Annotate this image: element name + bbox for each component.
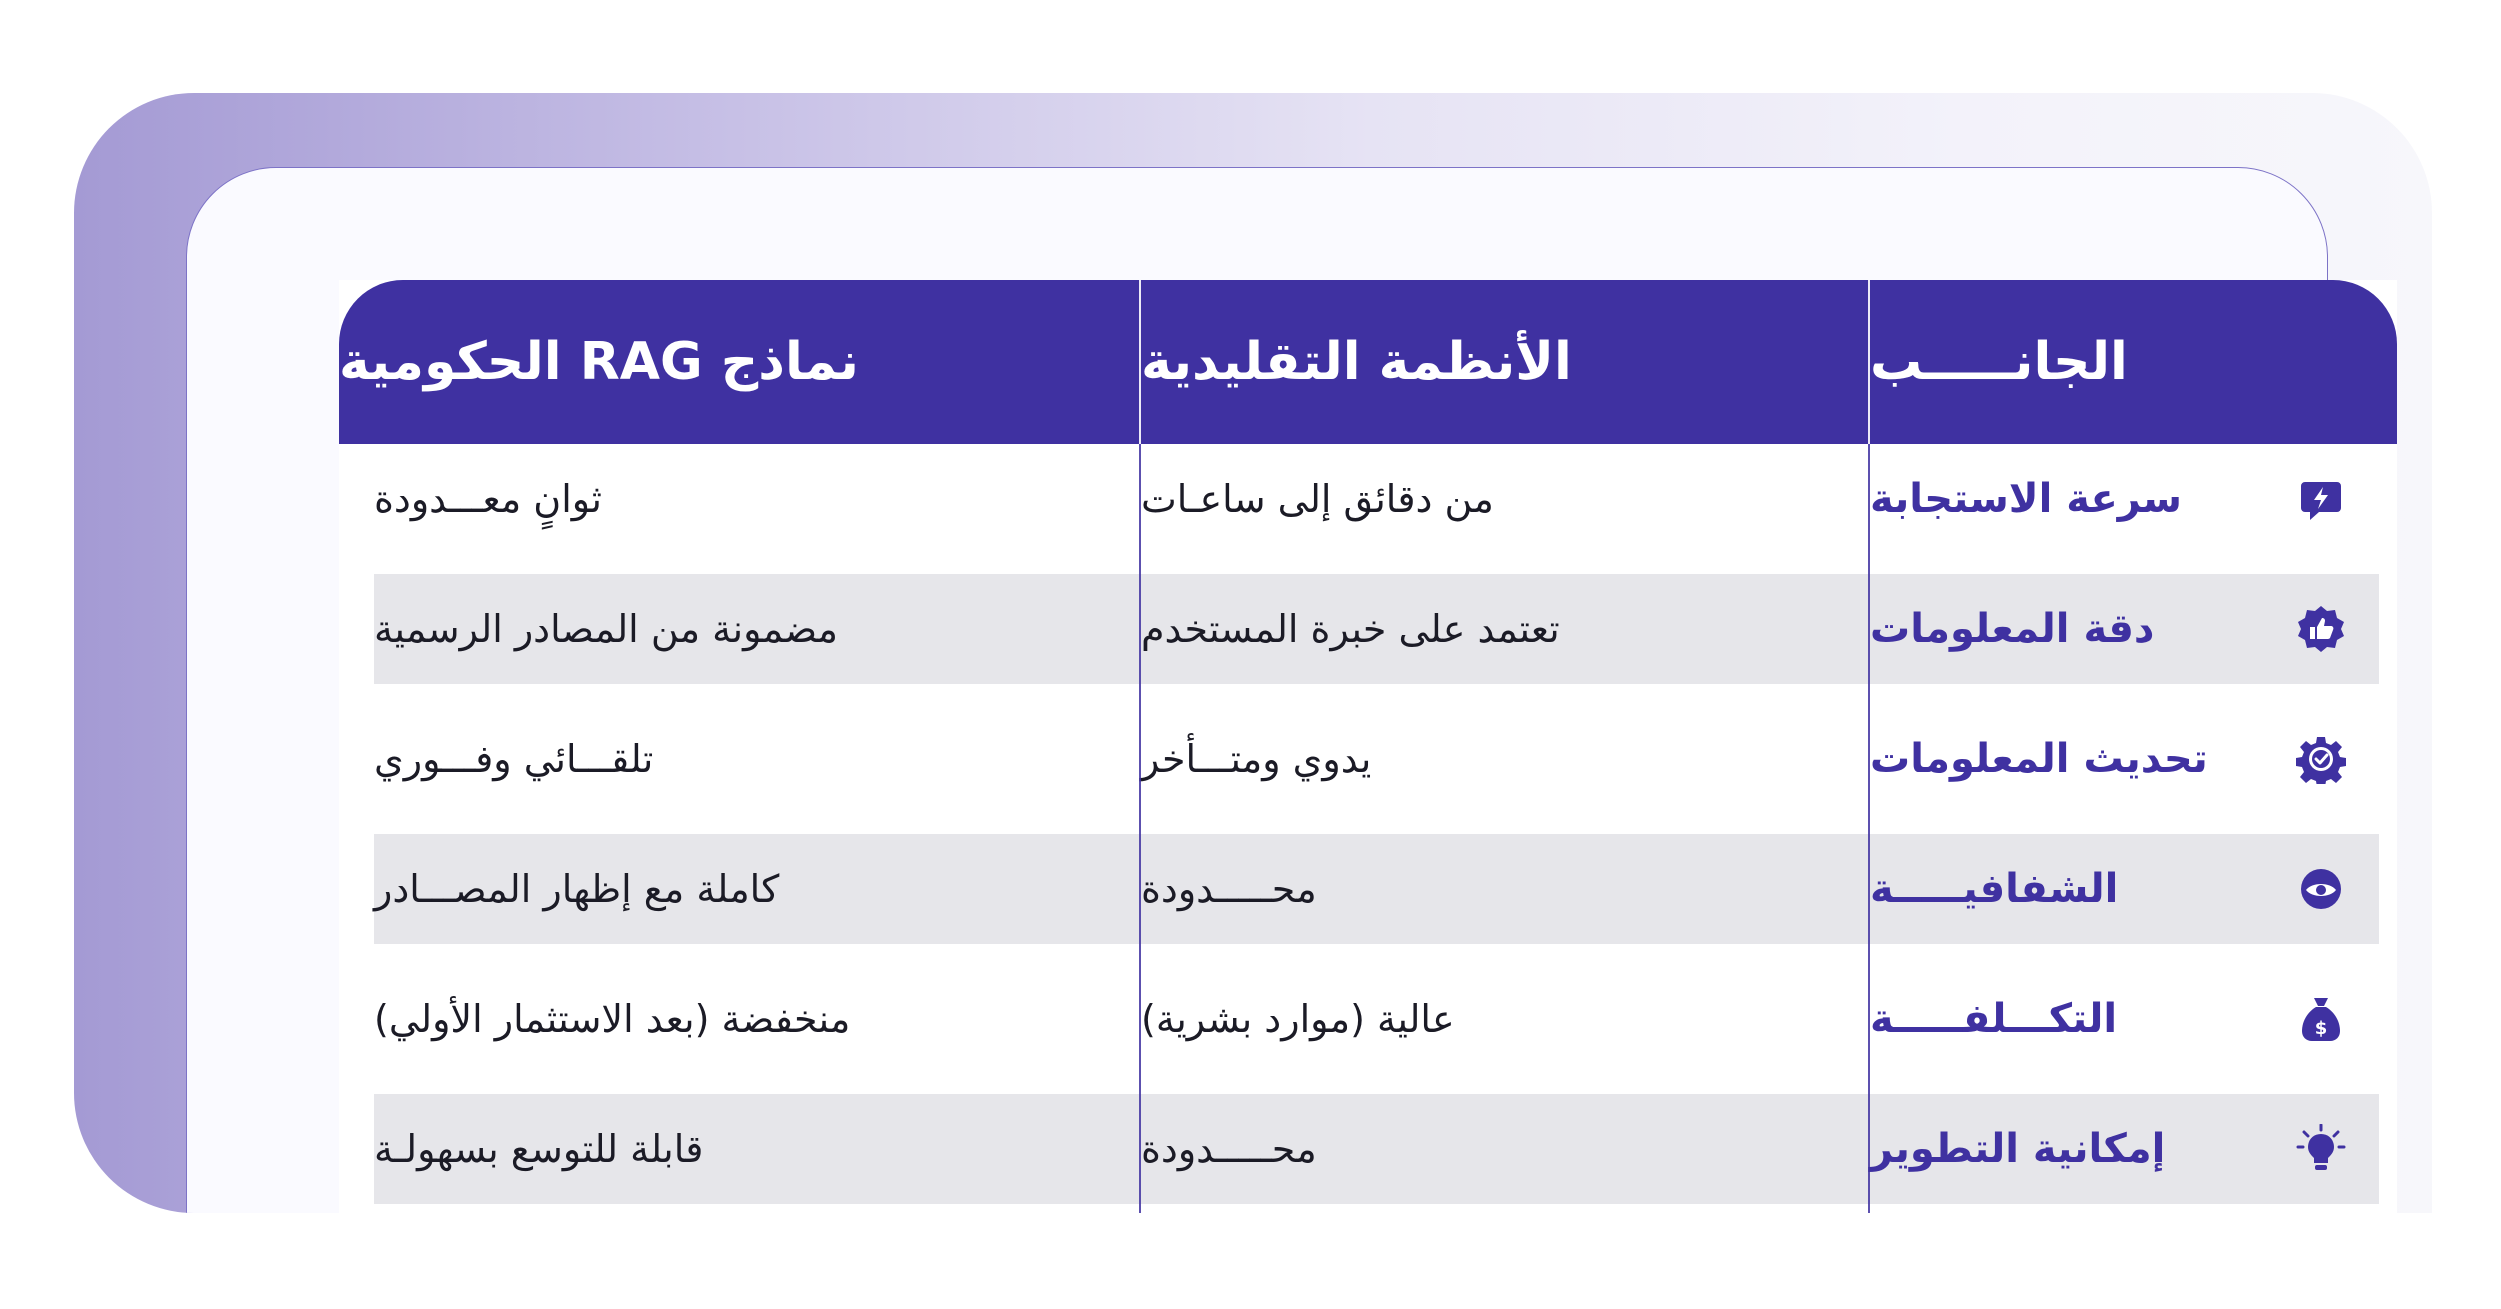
header-aspect: الجانـــــب: [1870, 332, 2128, 392]
traditional-cell: يدوي ومتـــأخر: [1141, 737, 1372, 781]
table-row: [374, 444, 2379, 554]
table-row: [374, 834, 2379, 944]
table-row: [374, 1094, 2379, 1204]
rag-cell: مضمونة من المصادر الرسمية: [374, 607, 839, 651]
thumbs-up-badge-icon: [2296, 604, 2346, 654]
table-row: [374, 964, 2379, 1074]
traditional-cell: محـــــدودة: [1141, 1127, 1317, 1171]
aspect-cell: التكـــلفـــــة: [1870, 996, 2118, 1042]
traditional-cell: عالية (موارد بشرية): [1141, 997, 1455, 1041]
traditional-cell: تعتمد على خبرة المستخدم: [1141, 607, 1560, 651]
bolt-chat-icon: [2296, 474, 2346, 524]
table-row: [374, 574, 2379, 684]
header-traditional: الأنظمة التقليدية: [1141, 332, 1572, 392]
rag-cell: كاملة مع إظهار المصـــادر: [374, 867, 780, 911]
aspect-cell: دقة المعلومات: [1870, 606, 2155, 652]
traditional-cell: محـــــدودة: [1141, 867, 1317, 911]
aspect-cell: سرعة الاستجابة: [1870, 476, 2183, 522]
rag-cell: تلقـــائي وفـــوري: [374, 737, 654, 781]
money-bag-icon: [2296, 994, 2346, 1044]
header-divider: [1139, 280, 1141, 444]
traditional-cell: من دقائق إلى ساعـات: [1141, 477, 1494, 521]
header-rag: نماذج RAG الحكومية: [339, 332, 859, 392]
table-row: [374, 704, 2379, 814]
card-frame: [186, 167, 2328, 1213]
aspect-cell: الشفافيـــــة: [1870, 866, 2119, 912]
rag-cell: قابلة للتوسع بسهولـة: [374, 1127, 704, 1171]
lightbulb-icon: [2296, 1124, 2346, 1174]
header-divider: [1868, 280, 1870, 444]
gear-check-icon: [2296, 734, 2346, 784]
aspect-cell: إمكانية التطوير: [1870, 1126, 2166, 1172]
svg-text:$: $: [2314, 1018, 2328, 1039]
table-header: [339, 280, 2397, 444]
aspect-cell: تحديث المعلومات: [1870, 736, 2208, 782]
background-panel: [74, 93, 2432, 1213]
rag-cell: ثوانٍ معـــدودة: [374, 477, 602, 521]
eye-sphere-icon: [2296, 864, 2346, 914]
rag-cell: منخفضة (بعد الاستثمار الأولي): [374, 997, 851, 1041]
comparison-table: [339, 280, 2397, 1213]
